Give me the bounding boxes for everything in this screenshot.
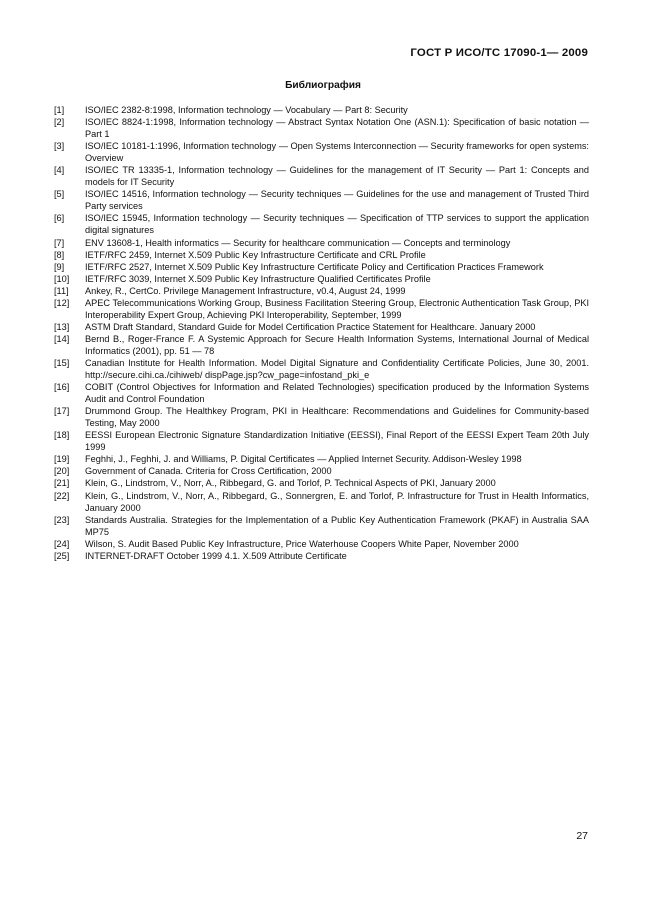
- reference-item: [54, 333, 589, 357]
- reference-text: Canadian Institute for Health Information. Model Digital Signature and Confidentiality Certificate Policies, June 30, 2001. http://secure.cihi.ca./cihiweb/ dispPage.jsp?cw_page=infostand_pki_e: [85, 357, 589, 381]
- reference-item: [54, 550, 589, 562]
- reference-number: [3]: [54, 141, 65, 152]
- reference-text: ISO/IEC 10181-1:1996, Information technology — Open Systems Interconnection — Security frameworks for open systems: Overview: [85, 141, 589, 164]
- reference-number: [4]: [54, 165, 65, 176]
- reference-item: [54, 538, 589, 550]
- reference-item: [54, 273, 589, 285]
- reference-number: [13]: [54, 321, 70, 332]
- reference-text: COBIT (Control Objectives for Information and Related Technologies) specification produced by the Information Systems Audit and Control Foundation: [85, 382, 589, 405]
- reference-item: [54, 104, 589, 116]
- page-number: 27: [576, 830, 588, 842]
- reference-number: [22]: [54, 490, 70, 501]
- reference-text: ISO/IEC 8824-1:1998, Information technology — Abstract Syntax Notation One (ASN.1): Specification of basic notation — Part 1: [85, 117, 589, 140]
- reference-number: [23]: [54, 514, 70, 525]
- reference-text: IETF/RFC 2459, Internet X.509 Public Key Infrastructure Certificate and CRL Profile: [85, 249, 426, 260]
- reference-number: [1]: [54, 105, 65, 115]
- reference-number: [18]: [54, 430, 70, 441]
- reference-item: [54, 453, 589, 465]
- reference-number: [11]: [54, 285, 69, 296]
- reference-number: [21]: [54, 478, 70, 489]
- reference-item: [54, 285, 589, 297]
- reference-item: [54, 381, 589, 405]
- reference-item: [54, 249, 589, 261]
- reference-text: Wilson, S. Audit Based Public Key Infrastructure, Price Waterhouse Coopers White Paper, November 2000: [85, 538, 519, 549]
- reference-number: [24]: [54, 538, 70, 549]
- reference-number: [6]: [54, 213, 65, 224]
- bibliography-list: [54, 104, 589, 562]
- reference-item: [54, 465, 589, 477]
- reference-text: Feghhi, J., Feghhi, J. and Williams, P. Digital Certificates — Applied Internet Security. Addison-Wesley 1998: [85, 454, 522, 465]
- reference-text: IETF/RFC 3039, Internet X.509 Public Key Infrastructure Qualified Certificates Profile: [85, 273, 431, 284]
- reference-text: APEC Telecommunications Working Group, Business Facilitation Steering Group, Electronic Authentication Task Group, PKI Interoperability Expert Group, Achieving PKI Interoperability, September, 1999: [85, 297, 589, 320]
- reference-item: [54, 357, 589, 381]
- reference-item: [54, 429, 589, 453]
- reference-text: Klein, G., Lindstrom, V., Norr, A., Ribbegard, G., Sonnergren, E. and Torlof, P. Infrastructure for Trust in Health Informatics, January 2000: [85, 490, 589, 513]
- reference-item: [54, 116, 589, 140]
- reference-number: [9]: [54, 261, 65, 272]
- reference-text: Standards Australia. Strategies for the Implementation of a Public Key Authentication Framework (PKAF) in Australia SAA MP75: [85, 514, 589, 537]
- reference-number: [14]: [54, 333, 70, 344]
- reference-item: [54, 164, 589, 188]
- reference-number: [10]: [54, 273, 70, 284]
- reference-item: [54, 297, 589, 321]
- reference-text: IETF/RFC 2527, Internet X.509 Public Key Infrastructure Certificate Policy and Certification Practices Framework: [85, 261, 544, 272]
- reference-number: [8]: [54, 249, 65, 260]
- reference-number: [15]: [54, 357, 70, 368]
- reference-text: ASTM Draft Standard, Standard Guide for Model Certification Practice Statement for Healthcare. January 2000: [85, 321, 536, 332]
- section-title: Библиография: [285, 80, 361, 91]
- reference-text: ISO/IEC 14516, Information technology — Security techniques — Guidelines for the use and management of Trusted Third Party services: [85, 189, 589, 212]
- reference-number: [16]: [54, 382, 70, 393]
- reference-item: [54, 490, 589, 514]
- reference-text: Bernd B., Roger-France F. A Systemic Approach for Secure Health Information Systems, International Journal of Medical Informatics (2001), pp. 51 — 78: [85, 333, 589, 356]
- reference-number: [2]: [54, 117, 65, 128]
- reference-item: [54, 477, 589, 489]
- reference-text: Ankey, R., CertCo. Privilege Management Infrastructure, v0.4, August 24, 1999: [85, 285, 406, 296]
- reference-text: ISO/IEC TR 13335-1, Information technology — Guidelines for the management of IT Security — Part 1: Concepts and models for IT Security: [85, 165, 589, 188]
- reference-number: [25]: [54, 550, 70, 561]
- reference-item: [54, 321, 589, 333]
- reference-number: [7]: [54, 237, 65, 248]
- reference-number: [12]: [54, 297, 70, 308]
- reference-text: Government of Canada. Criteria for Cross Certification, 2000: [85, 466, 332, 477]
- reference-number: [5]: [54, 189, 65, 200]
- reference-number: [20]: [54, 466, 70, 477]
- reference-item: [54, 405, 589, 429]
- reference-item: [54, 237, 589, 249]
- reference-text: EESSI European Electronic Signature Standardization Initiative (EESSI), Final Report of the EESSI Expert Team 20th July 1999: [85, 430, 589, 453]
- reference-text: Drummond Group. The Healthkey Program, PKI in Healthcare: Recommendations and Guidelines for Community-based Testing, May 2000: [85, 406, 589, 429]
- reference-item: [54, 514, 589, 538]
- reference-text: ENV 13608-1, Health informatics — Security for healthcare communication — Concepts and terminology: [85, 237, 511, 248]
- reference-number: [17]: [54, 406, 70, 417]
- reference-text: Klein, G., Lindstrom, V., Norr, A., Ribbegard, G. and Torlof, P. Technical Aspects of PKI, January 2000: [85, 478, 496, 489]
- reference-number: [19]: [54, 454, 70, 465]
- reference-text: ISO/IEC 2382-8:1998, Information technology — Vocabulary — Part 8: Security: [85, 105, 408, 115]
- reference-item: [54, 140, 589, 164]
- standard-header: ГОСТ Р ИСО/ТС 17090-1— 2009: [410, 47, 588, 59]
- reference-item: [54, 261, 589, 273]
- reference-item: [54, 212, 589, 236]
- reference-text: ISO/IEC 15945, Information technology — Security techniques — Specification of TTP services to support the application digital signatures: [85, 213, 589, 236]
- reference-item: [54, 188, 589, 212]
- reference-text: INTERNET-DRAFT October 1999 4.1. X.509 Attribute Certificate: [85, 550, 347, 561]
